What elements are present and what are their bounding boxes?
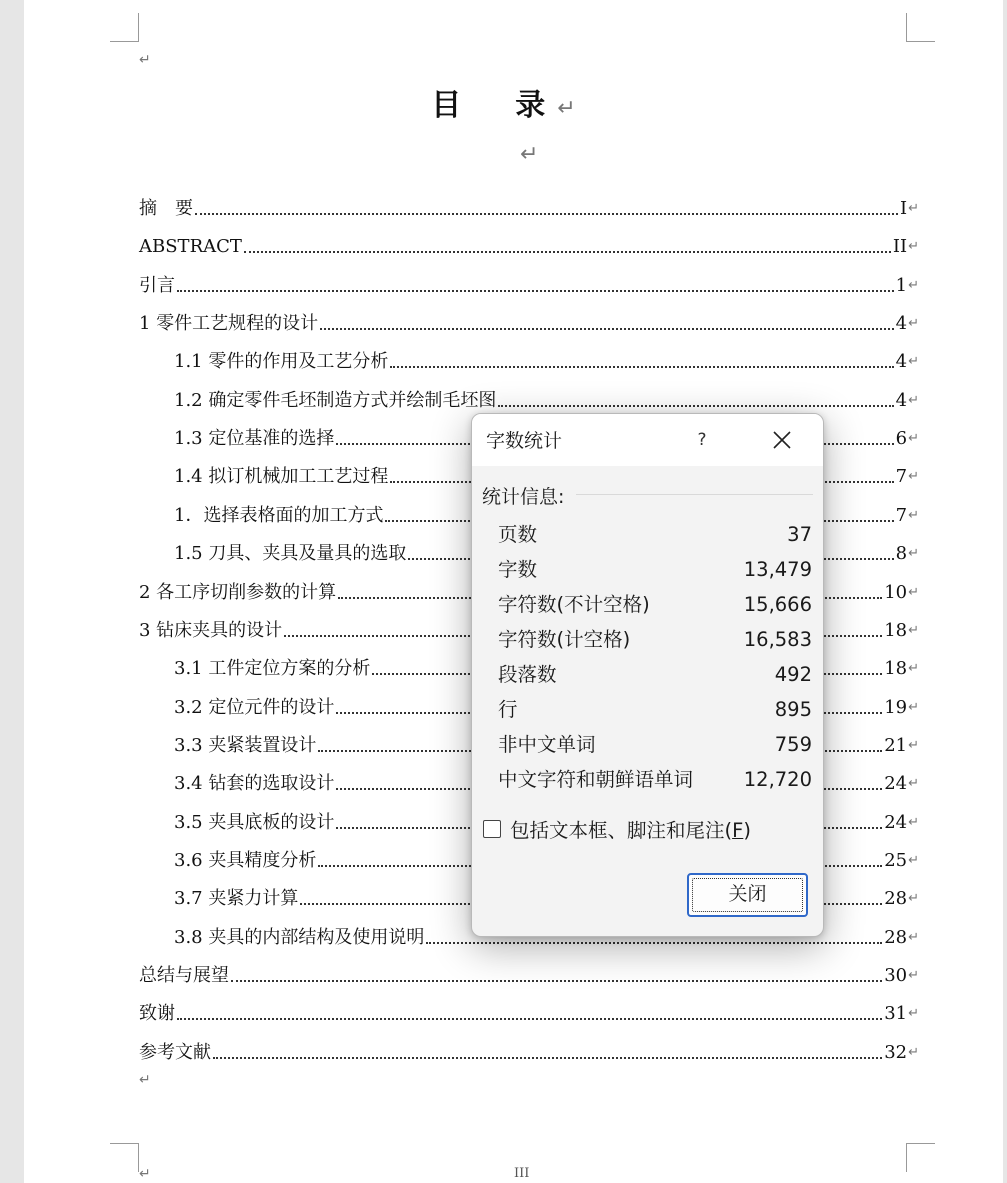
word-count-dialog <box>471 413 824 937</box>
toc-entry-page: 10 <box>884 582 908 603</box>
stat-row <box>498 625 812 655</box>
stat-row <box>498 730 812 760</box>
toc-entry-page: 30 <box>884 965 908 986</box>
toc-entry-label: 1.3 定位基准的选择 <box>174 428 335 449</box>
toc-entry-label: 致谢 <box>139 1003 175 1024</box>
toc-leader-dots <box>231 980 882 982</box>
toc-entry-label: 1．选择表格面的加工方式 <box>174 505 384 526</box>
stat-label: 字符数(计空格) <box>498 628 631 651</box>
toc-entry-label: 3.1 工件定位方案的分析 <box>174 658 371 679</box>
paragraph-mark-icon: ↵ <box>139 52 151 68</box>
page-corner-mark <box>110 13 139 42</box>
toc-entry-page: 28 <box>884 927 908 948</box>
toc-entry-label: 3.6 夹具精度分析 <box>174 850 317 871</box>
paragraph-mark-icon: ↵ <box>908 853 919 868</box>
toc-entry-page: 31 <box>884 1003 908 1024</box>
toc-entry-label: 2 各工序切削参数的计算 <box>139 582 337 603</box>
toc-entry-page: 8 <box>895 543 908 564</box>
toc-entry[interactable] <box>139 275 919 297</box>
stat-label: 页数 <box>498 523 538 546</box>
paragraph-mark-icon: ↵ <box>908 585 919 600</box>
toc-entry-page: 7 <box>895 466 908 487</box>
include-textbox-footnotes-option[interactable] <box>483 814 751 844</box>
stat-label: 行 <box>498 698 518 721</box>
toc-leader-dots <box>320 328 893 330</box>
page-corner-mark <box>906 13 935 42</box>
stat-value: 16,583 <box>743 628 812 651</box>
toc-leader-dots <box>213 1057 882 1059</box>
stat-value: 492 <box>774 663 812 686</box>
checkbox-label[interactable]: 包括文本框、脚注和尾注(F) <box>510 819 751 842</box>
toc-entry-page: 28 <box>884 888 908 909</box>
toc-entry[interactable] <box>139 1042 919 1064</box>
stat-row <box>498 520 812 550</box>
paragraph-mark-icon: ↵ <box>908 661 919 676</box>
toc-entry-label: 总结与展望 <box>139 965 229 986</box>
toc-entry-label: 3.4 钻套的选取设计 <box>174 773 335 794</box>
stat-value: 12,720 <box>743 768 812 791</box>
paragraph-mark-icon: ↵ <box>557 96 576 121</box>
toc-leader-dots <box>390 366 893 368</box>
paragraph-mark-icon: ↵ <box>908 700 919 715</box>
stat-value: 37 <box>787 523 812 546</box>
stat-label: 字数 <box>498 558 538 581</box>
statistics-group-label: 统计信息: <box>482 486 565 508</box>
paragraph-mark-icon: ↵ <box>908 354 919 369</box>
paragraph-mark-icon: ↵ <box>908 469 919 484</box>
stat-value: 15,666 <box>743 593 812 616</box>
paragraph-mark-icon: ↵ <box>908 776 919 791</box>
toc-entry[interactable] <box>139 236 919 258</box>
toc-entry-label: 摘 要 <box>139 198 193 219</box>
stat-row <box>498 590 812 620</box>
close-button[interactable] <box>687 873 808 917</box>
dialog-title: 字数统计 <box>486 430 563 452</box>
paragraph-mark-icon: ↵ <box>908 278 919 293</box>
toc-entry-page: II <box>892 236 908 257</box>
footer-page-number: III <box>514 1166 530 1181</box>
toc-entry[interactable] <box>174 351 919 373</box>
toc-entry-page: 1 <box>895 275 908 296</box>
help-button[interactable]: ? <box>697 430 707 450</box>
paragraph-mark-icon: ↵ <box>908 968 919 983</box>
toc-entry-label: 1.5 刀具、夹具及量具的选取 <box>174 543 407 564</box>
page-corner-mark <box>906 1143 935 1172</box>
paragraph-mark-icon: ↵ <box>908 1006 919 1021</box>
paragraph-mark-icon: ↵ <box>908 546 919 561</box>
paragraph-mark-icon: ↵ <box>520 142 539 167</box>
paragraph-mark-icon: ↵ <box>908 738 919 753</box>
toc-entry-page: 25 <box>884 850 908 871</box>
toc-entry-page: 18 <box>884 658 908 679</box>
toc-entry-label: 参考文献 <box>139 1042 211 1063</box>
paragraph-mark-icon: ↵ <box>908 239 919 254</box>
paragraph-mark-icon: ↵ <box>908 930 919 945</box>
paragraph-mark-icon: ↵ <box>908 815 919 830</box>
stat-label: 字符数(不计空格) <box>498 593 650 616</box>
paragraph-mark-icon: ↵ <box>139 1166 151 1182</box>
paragraph-mark-icon: ↵ <box>908 431 919 446</box>
stat-label: 非中文单词 <box>498 733 596 756</box>
toc-entry-label: 引言 <box>139 275 175 296</box>
toc-leader-dots <box>177 290 894 292</box>
stat-row <box>498 660 812 690</box>
stat-row <box>498 555 812 585</box>
toc-entry-page: 24 <box>884 812 908 833</box>
toc-entry-label: 3.8 夹具的内部结构及使用说明 <box>174 927 425 948</box>
toc-entry-label: 3.7 夹紧力计算 <box>174 888 299 909</box>
toc-entry-label: 3.2 定位元件的设计 <box>174 697 335 718</box>
toc-entry[interactable] <box>139 198 919 220</box>
toc-entry-label: 3.5 夹具底板的设计 <box>174 812 335 833</box>
toc-leader-dots <box>498 405 893 407</box>
stat-label: 段落数 <box>498 663 557 686</box>
toc-leader-dots <box>195 213 898 215</box>
stat-row <box>498 695 812 725</box>
toc-entry-label: 1.1 零件的作用及工艺分析 <box>174 351 389 372</box>
page-corner-mark <box>110 1143 139 1172</box>
toc-entry[interactable] <box>139 1003 919 1025</box>
toc-entry-page: 6 <box>895 428 908 449</box>
paragraph-mark-icon: ↵ <box>908 201 919 216</box>
stat-value: 759 <box>774 733 812 756</box>
toc-entry-page: I <box>899 198 908 219</box>
toc-entry-page: 18 <box>884 620 908 641</box>
toc-entry-label: ABSTRACT <box>139 236 242 257</box>
paragraph-mark-icon: ↵ <box>908 891 919 906</box>
toc-entry-label: 3 钻床夹具的设计 <box>139 620 283 641</box>
paragraph-mark-icon: ↵ <box>908 393 919 408</box>
close-button-label[interactable]: 关闭 <box>728 883 767 905</box>
dialog-titlebar <box>472 414 823 466</box>
paragraph-mark-icon: ↵ <box>908 508 919 523</box>
close-icon[interactable] <box>766 424 798 456</box>
toc-leader-dots <box>244 251 891 253</box>
paragraph-mark-icon: ↵ <box>139 1072 151 1088</box>
page-title <box>0 80 1007 124</box>
toc-leader-dots <box>177 1018 882 1020</box>
stat-value: 895 <box>774 698 812 721</box>
toc-entry-label: 1.2 确定零件毛坯制造方式并绘制毛坯图 <box>174 390 497 411</box>
toc-entry-page: 19 <box>884 697 908 718</box>
toc-entry-label: 3.3 夹紧装置设计 <box>174 735 317 756</box>
toc-entry[interactable] <box>174 390 919 412</box>
group-divider <box>576 494 813 495</box>
toc-entry-page: 4 <box>895 313 908 334</box>
toc-entry-page: 24 <box>884 773 908 794</box>
toc-entry-page: 4 <box>895 390 908 411</box>
paragraph-mark-icon: ↵ <box>908 623 919 638</box>
toc-entry[interactable] <box>139 965 919 987</box>
stat-value: 13,479 <box>743 558 812 581</box>
toc-entry[interactable] <box>139 313 919 335</box>
toc-entry-page: 7 <box>895 505 908 526</box>
paragraph-mark-icon: ↵ <box>908 1045 919 1060</box>
toc-leader-dots <box>426 942 882 944</box>
paragraph-mark-icon: ↵ <box>908 316 919 331</box>
stat-label: 中文字符和朝鲜语单词 <box>498 768 694 791</box>
checkbox[interactable] <box>483 820 501 838</box>
toc-heading: 目 录 <box>431 88 558 123</box>
toc-entry-page: 21 <box>884 735 908 756</box>
toc-entry-page: 32 <box>884 1042 908 1063</box>
toc-entry-page: 4 <box>895 351 908 372</box>
toc-entry-label: 1.4 拟订机械加工工艺过程 <box>174 466 389 487</box>
stat-row <box>498 765 812 795</box>
toc-entry-label: 1 零件工艺规程的设计 <box>139 313 319 334</box>
